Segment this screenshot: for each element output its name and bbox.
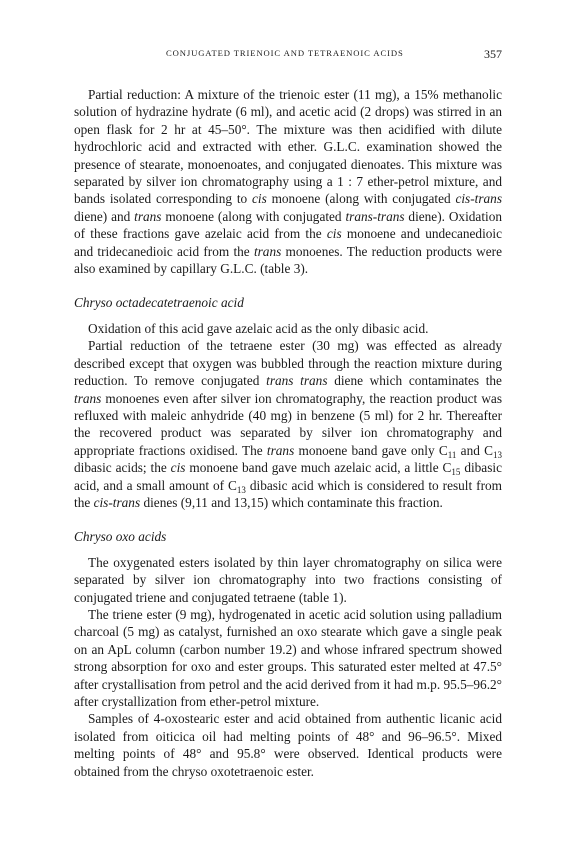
page-body (74, 86, 502, 780)
section-heading-tetraenoic: Chryso octadecatetraenoic acid (74, 295, 244, 311)
paragraph-partial-reduction: Partial reduction: A mixture of the trienoic ester (11 mg), a 15% methanolic solution of hydrazine hydrate (6 ml), and acetic acid (2 drops) was stirred in an open flask for 2 hr at 45–50°. The mixture was then acidified with dilute hydrochloric acid and extracted with ether. G.L.C. examination showed the presence of stearate, monoenoates, and conjugated dienoates. This mixture was separated by silver ion chromatography using a 1 : 7 ether-petrol mixture, and bands isolated corresponding to cis monoene (along with conjugated cis-trans diene) and trans monoene (along with conjugated trans-trans diene). Oxidation of these fractions gave azelaic acid from the cis monoene and undecanedioic and tridecanedioic acid from the trans monoenes. The reduction products were also examined by capillary G.L.C. (table 3). (74, 87, 503, 277)
paragraph-tetraenoic-oxidation: Oxidation of this acid gave azelaic acid as the only dibasic acid. (88, 320, 429, 336)
paragraph-oxo-melting-points: Samples of 4-oxostearic ester and acid obtained from authentic licanic acid isolated from oiticica oil had melting points of 48° and 96–96.5°. Mixed melting points of 48° and 95.8° were observed. Identical products were obtained from the chryso oxotetraenoic ester. (74, 711, 502, 779)
section-heading-oxo-acids: Chryso oxo acids (74, 529, 167, 545)
page-number: 357 (484, 47, 502, 61)
paragraph-oxo-separation: The oxygenated esters isolated by thin layer chromatography on silica were separated by silver ion chromatography into two fractions consisting of conjugated triene and conjugated tetraene (table 1). (74, 554, 502, 605)
paragraph-oxo-hydrogenation: The triene ester (9 mg), hydrogenated in acetic acid solution using palladium charcoal (5 mg) as catalyst, furnished an oxo stearate which gave a single peak on an ApL column (carbon number 19.2) and whose infrared spectrum showed strong absorption for oxo and ester groups. This saturated ester melted at 47.5° after crystallisation from petrol and the acid derived from it had m.p. 95.5–96.2° after crystallization from ether-petrol mixture. (74, 606, 502, 709)
paragraph-tetraenoic-reduction: Partial reduction of the tetraene ester (30 mg) was effected as already described except that oxygen was bubbled through the reaction mixture during reduction. To remove conjugated trans trans diene which contaminates the trans monoenes even after silver ion chromatography, the reaction product was refluxed with maleic anhydride (40 mg) in benzene (5 ml) for 2 hr. Thereafter the recovered product was separated by silver ion chromatography and appropriate fractions oxidised. The trans monoene band gave only $C_{11}$ and $C_{13}$ dibasic acids; the cis monoene band gave much azelaic acid, a little $C_{15}$ dibasic acid, and a small amount of $C_{13}$ dibasic acid which is considered to result from the cis-trans dienes (9,11 and 13,15) which contaminate this fraction. (74, 338, 502, 510)
running-header (74, 48, 502, 64)
running-title: CONJUGATED TRIENOIC AND TETRAENOIC ACIDS (166, 48, 404, 58)
